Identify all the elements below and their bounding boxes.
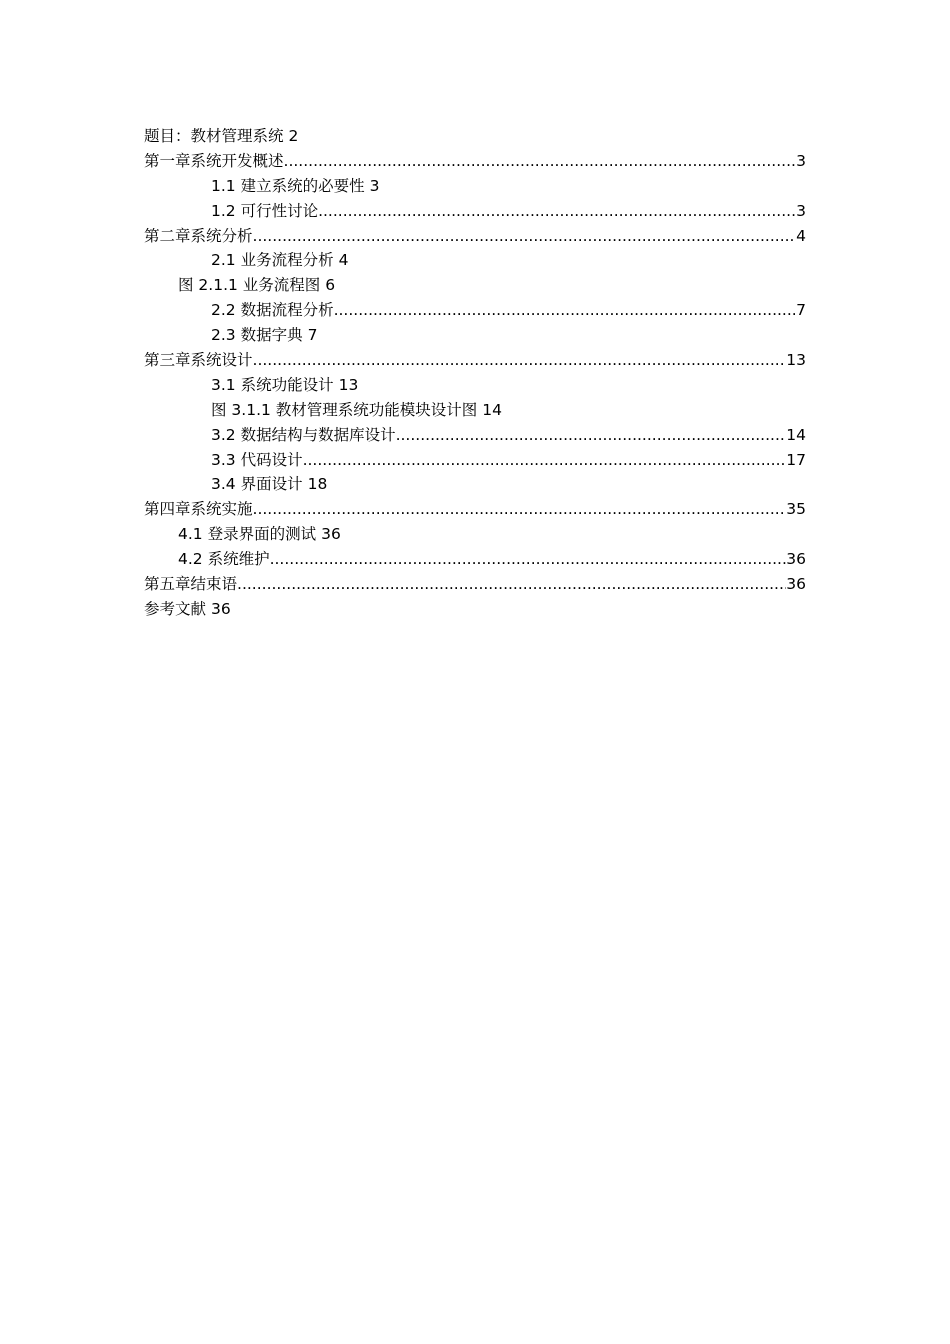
toc-entry-page-number: 3 <box>796 151 806 170</box>
toc-entry-page-number: 13 <box>786 351 806 370</box>
toc-entry-label: 4.1 登录界面的测试 <box>178 525 317 544</box>
toc-entry[interactable] <box>144 398 806 423</box>
toc-entry-label: 2.1 业务流程分析 <box>211 251 334 270</box>
toc-entry[interactable] <box>144 448 806 473</box>
toc-entry-label: 第三章系统设计 <box>144 351 253 370</box>
toc-entry-label: 2.3 数据字典 <box>211 326 303 345</box>
toc-entry-label: 3.3 代码设计 <box>211 450 303 469</box>
toc-entry-page-number: 3 <box>796 201 806 220</box>
toc-dot-leader <box>253 224 797 249</box>
toc-entry-label: 第二章系统分析 <box>144 226 253 245</box>
toc-entry-label: 参考文献 <box>144 599 207 618</box>
toc-entry-page-number: 18 <box>307 475 328 494</box>
toc-entry[interactable] <box>144 522 806 547</box>
toc-dot-leader <box>396 423 787 448</box>
toc-entry[interactable] <box>144 224 806 249</box>
toc-entry[interactable] <box>144 497 806 522</box>
toc-entry[interactable] <box>144 248 806 273</box>
toc-dot-leader <box>237 572 786 597</box>
toc-dot-leader <box>334 298 797 323</box>
toc-entry[interactable] <box>144 373 806 398</box>
toc-entry-label: 2.2 数据流程分析 <box>211 301 334 320</box>
toc-entry-page-number: 4 <box>338 251 349 270</box>
toc-entry[interactable] <box>144 348 806 373</box>
toc-entry-page-number: 36 <box>211 599 231 618</box>
toc-entry-label: 4.2 系统维护 <box>178 550 270 569</box>
toc-entry-page-number: 6 <box>325 276 336 295</box>
toc-entry-label: 1.1 建立系统的必要性 <box>211 176 365 195</box>
toc-entry-label: 3.1 系统功能设计 <box>211 375 334 394</box>
toc-entry[interactable] <box>144 199 806 224</box>
toc-entry[interactable] <box>144 273 806 298</box>
toc-entry[interactable] <box>144 472 806 497</box>
toc-entry-page-number: 2 <box>288 127 299 145</box>
toc-entry[interactable] <box>144 124 806 149</box>
toc-entry-page-number: 3 <box>369 176 380 195</box>
toc-dot-leader <box>270 547 787 572</box>
toc-entry-label: 1.2 可行性讨论 <box>211 201 319 220</box>
toc-entry-page-number: 36 <box>321 525 341 544</box>
toc-entry-label: 3.2 数据结构与数据库设计 <box>211 425 396 444</box>
toc-entry[interactable] <box>144 572 806 597</box>
toc-entry-page-number: 36 <box>786 550 806 569</box>
toc-entry[interactable] <box>144 323 806 348</box>
toc-dot-leader <box>253 497 787 522</box>
toc-entry[interactable] <box>144 298 806 323</box>
toc-entry-page-number: 7 <box>796 301 806 320</box>
toc-entry[interactable] <box>144 597 806 622</box>
toc-entry-page-number: 17 <box>786 450 806 469</box>
toc-entry-page-number: 36 <box>786 575 806 594</box>
toc-entry-page-number: 14 <box>482 400 503 419</box>
toc-entry-label: 图 3.1.1 教材管理系统功能模块设计图 <box>211 400 478 419</box>
toc-dot-leader <box>284 149 797 174</box>
table-of-contents <box>144 124 806 622</box>
toc-entry-page-number: 35 <box>786 500 806 519</box>
toc-entry[interactable] <box>144 174 806 199</box>
toc-entry-page-number: 13 <box>338 375 359 394</box>
toc-entry-label: 第五章结束语 <box>144 575 238 594</box>
toc-entry-label: 图 2.1.1 业务流程图 <box>178 276 321 295</box>
toc-entry-page-number: 14 <box>786 425 806 444</box>
toc-entry-label: 题目：教材管理系统 <box>144 127 284 145</box>
toc-dot-leader <box>318 199 796 224</box>
toc-entry[interactable] <box>144 547 806 572</box>
toc-entry[interactable] <box>144 423 806 448</box>
toc-entry[interactable] <box>144 149 806 174</box>
toc-dot-leader <box>303 448 787 473</box>
toc-entry-label: 第一章系统开发概述 <box>144 151 284 170</box>
toc-entry-label: 3.4 界面设计 <box>211 475 303 494</box>
toc-dot-leader <box>253 348 787 373</box>
toc-entry-page-number: 7 <box>307 326 318 345</box>
toc-entry-page-number: 4 <box>796 226 806 245</box>
toc-entry-label: 第四章系统实施 <box>144 500 253 519</box>
